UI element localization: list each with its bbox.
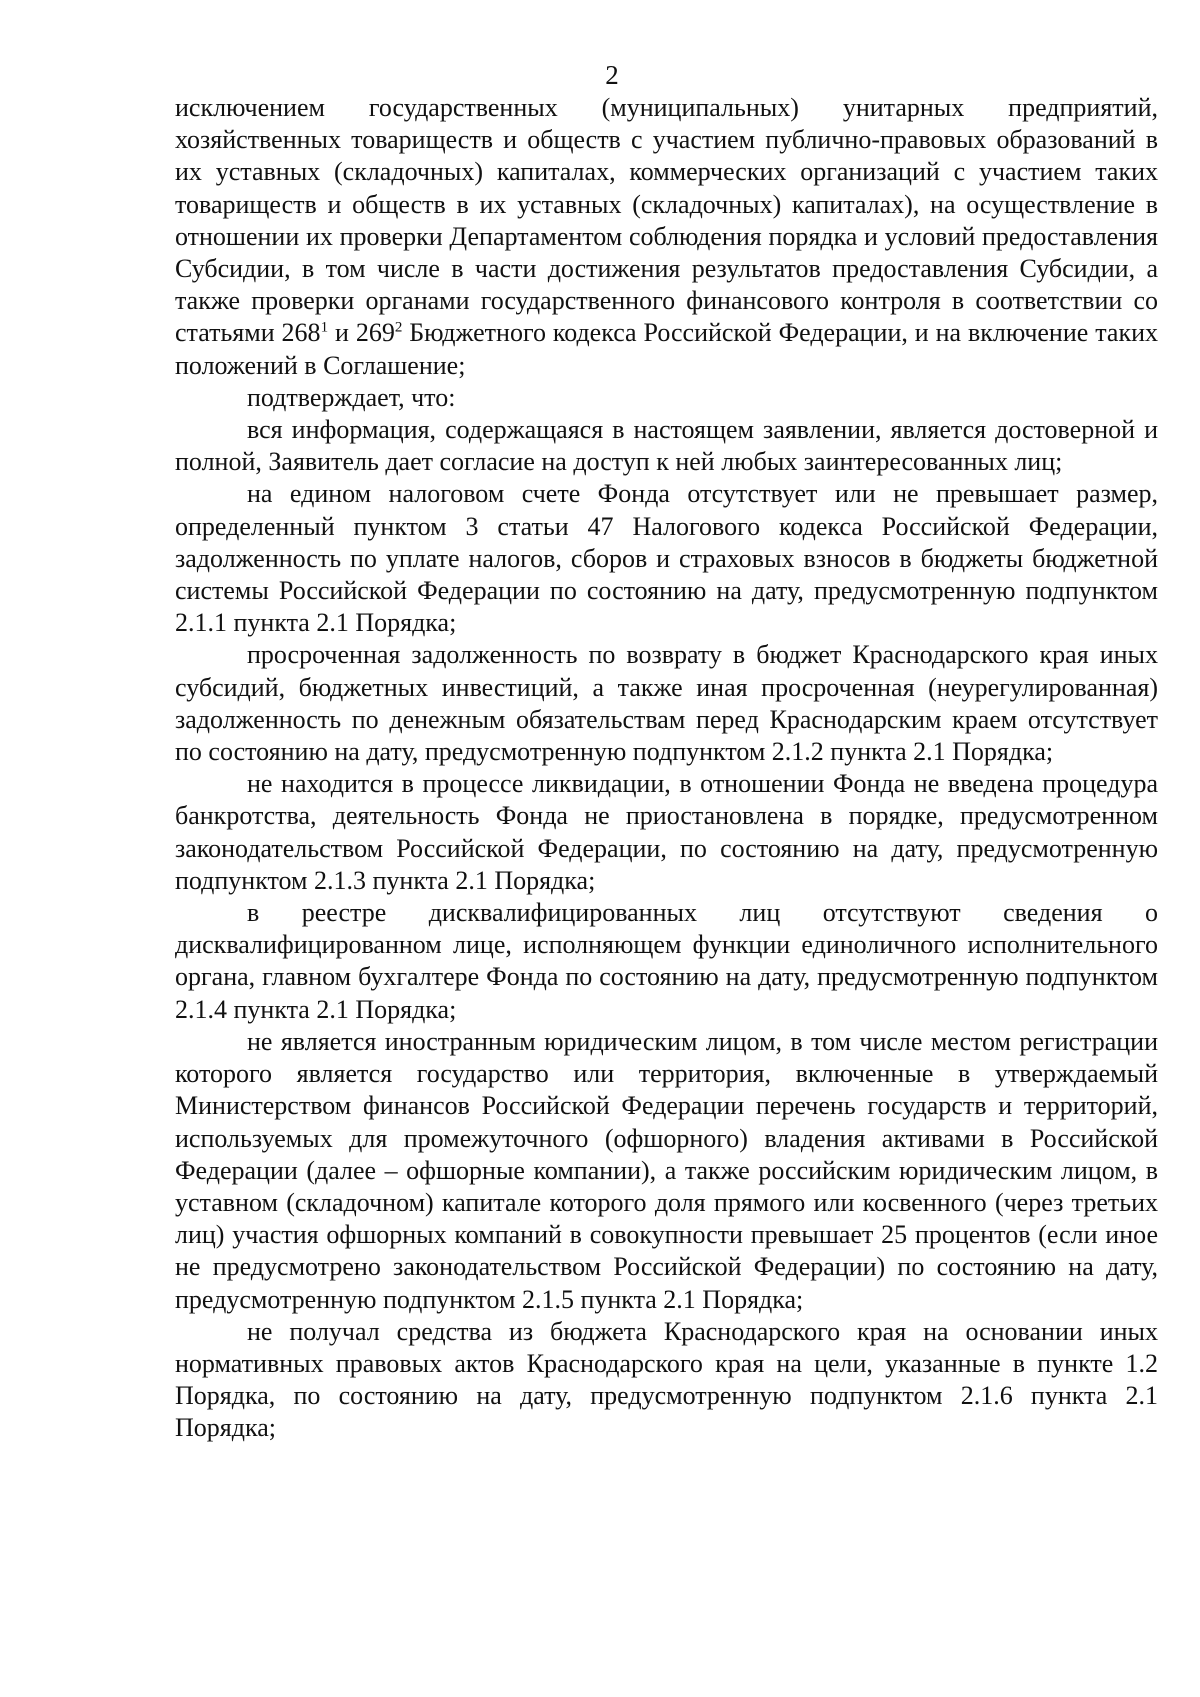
paragraph-text: Бюджетного кодекса Российской Федерации, и на включение таких положений в Соглашение; (175, 318, 1158, 380)
paragraph-disqualified-persons: в реестре дисквалифицированных лиц отсутствуют сведения о дисквалифицированном лице, исполняющем функции единоличного исполнительного органа, главном бухгалтере Фонда по состоянию на дату, предусмотренную подпунктом 2.1.4 пункта 2.1 Порядка; (175, 898, 1158, 1024)
paragraph-consent-checks (175, 92, 1158, 382)
paragraph-no-other-funds: не получал средства из бюджета Краснодарского края на основании иных нормативных правовых актов Краснодарского края на цели, указанные в пункте 1.2 Порядка, по состоянию на дату, предусмотренную подпунктом 2.1.6 пункта 2.1 Порядка; (175, 1316, 1158, 1443)
superscript: 2 (394, 319, 403, 336)
superscript: 1 (320, 319, 329, 336)
paragraph-text: и 269 (328, 318, 395, 348)
paragraph-not-liquidated: не находится в процессе ликвидации, в отношении Фонда не введена процедура банкротства, деятельность Фонда не приостановлена в порядке, предусмотренном законодательством Российской Федерации, по состоянию на дату, предусмотренную подпунктом 2.1.3 пункта 2.1 Порядка; (175, 769, 1158, 895)
paragraph-information-reliable: вся информация, содержащаяся в настоящем заявлении, является достоверной и полной, Заявитель дает согласие на доступ к ней любых заинтересованных лиц; (175, 415, 1158, 477)
paragraph-text: исключением государственных (муниципальных) унитарных предприятий, хозяйственных товариществ и обществ с участием публично-правовых образований в их уставных (складочных) капиталах, коммерческих организаций с участием таких товариществ и обществ в их уставных (складочных) капиталах), на осуществление в отношении их проверки Департаментом соблюдения порядка и условий предоставления Субсидии, в том числе в части достижения результатов предоставления Субсидии, а также проверки органами государственного финансового контроля в соответствии со статьями 268 (175, 93, 1158, 348)
page-number: 2 (605, 60, 619, 90)
paragraph-tax-debt: на едином налоговом счете Фонда отсутствует или не превышает размер, определенный пунктом 3 статьи 47 Налогового кодекса Российской Федерации, задолженность по уплате налогов, сборов и страховых взносов в бюджеты бюджетной системы Российской Федерации по состоянию на дату, предусмотренную подпунктом 2.1.1 пункта 2.1 Порядка; (175, 479, 1158, 638)
paragraph-not-foreign-entity: не является иностранным юридическим лицом, в том числе местом регистрации которого является государство или территория, включенные в утверждаемый Министерством финансов Российской Федерации перечень государств и территорий, используемых для промежуточного (офшорного) владения активами в Российской Федерации (далее – офшорные компании), а также российским юридическим лицом, в уставном (складочном) капитале которого доля прямого или косвенного (через третьих лиц) участия офшорных компаний в совокупности превышает 25 процентов (если иное не предусмотрено законодательством Российской Федерации) по состоянию на дату, предусмотренную подпунктом 2.1.5 пункта 2.1 Порядка; (175, 1026, 1158, 1314)
document-body (175, 92, 1158, 1445)
paragraph-overdue-debt: просроченная задолженность по возврату в бюджет Краснодарского края иных субсидий, бюджетных инвестиций, а также иная просроченная (неурегулированная) задолженность по денежным обязательствам перед Краснодарским краем отсутствует по состоянию на дату, предусмотренную подпунктом 2.1.2 пункта 2.1 Порядка; (175, 640, 1158, 767)
paragraph-confirms: подтверждает, что: (247, 382, 456, 412)
